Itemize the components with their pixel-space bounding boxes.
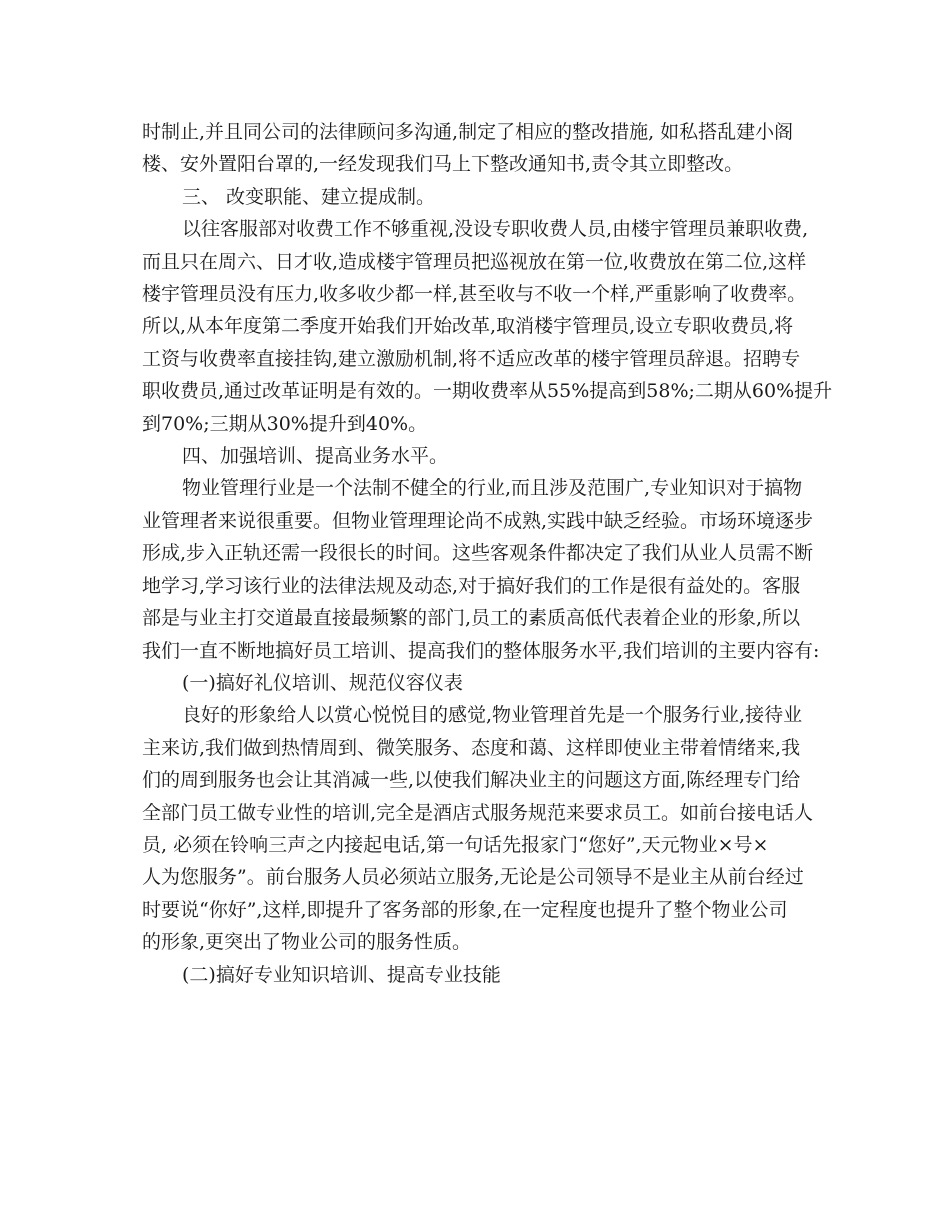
text-line: 楼宇管理员没有压力,收多收少都一样,甚至收与不收一个样,严重影响了收费率。 (142, 283, 807, 306)
text-line: 时要说“你好”,这样,即提升了客务部的形象,在一定程度也提升了整个物业公司 (142, 898, 788, 921)
text-line: 的形象,更突出了物业公司的服务性质。 (142, 931, 472, 954)
text-line: 物业管理行业是一个法制不健全的行业,而且涉及范围广,专业知识对于搞物 (182, 477, 803, 500)
text-line: 们的周到服务也会让其消减一些,以使我们解决业主的问题这方面,陈经理专门给 (142, 769, 801, 792)
text-line: 而且只在周六、日才收,造成楼宇管理员把巡视放在第一位,收费放在第二位,这样 (142, 250, 807, 273)
text-line: 我们一直不断地搞好员工培训、提高我们的整体服务水平,我们培训的主要内容有: (142, 639, 820, 662)
text-line: 业管理者来说很重要。但物业管理理论尚不成熟,实践中缺乏经验。市场环境逐步 (142, 509, 814, 532)
text-line: 时制止,并且同公司的法律顾问多沟通,制定了相应的整改措施, 如私搭乱建小阁 (142, 121, 794, 143)
text-line: 以往客服部对收费工作不够重视,没设专职收费人员,由楼宇管理员兼职收费, (182, 218, 809, 241)
text-line: 所以,从本年度第二季度开始我们开始改革,取消楼宇管理员,设立专职收费员,将 (142, 315, 794, 338)
subsection-heading-1: (一)搞好礼仪培训、规范仪容仪表 (182, 671, 463, 694)
section-heading-3: 三、 改变职能、建立提成制。 (182, 185, 436, 208)
text-line: 地学习,学习该行业的法律法规及动态,对于搞好我们的工作是很有益处的。客服 (142, 574, 801, 597)
text-line: 楼、安外置阳台罩的,一经发现我们马上下整改通知书,责令其立即整改。 (142, 153, 744, 176)
text-line: 形成,步入正轨还需一段很长的时间。这些客观条件都决定了我们从业人员需不断 (142, 542, 814, 565)
text-line: 职收费员,通过改革证明是有效的。一期收费率从55%提高到58%;二期从60%提升 (142, 380, 833, 403)
document-body (142, 116, 833, 991)
text-line: 良好的形象给人以赏心悦悦目的感觉,物业管理首先是一个服务行业,接待业 (182, 704, 803, 727)
subsection-heading-2: (二)搞好专业知识培训、提高专业技能 (182, 963, 501, 986)
section-heading-4: 四、加强培训、提高业务水平。 (182, 445, 449, 468)
text-line: 部是与业主打交道最直接最频繁的部门,员工的素质高低代表着企业的形象,所以 (142, 607, 801, 630)
text-line: 工资与收费率直接挂钩,建立激励机制,将不适应改革的楼宇管理员辞退。招聘专 (142, 347, 801, 370)
text-line: 人为您服务”。前台服务人员必须站立服务,无论是公司领导不是业主从前台经过 (142, 866, 804, 889)
text-line: 主来访,我们做到热情周到、微笑服务、态度和蔼、这样即使业主带着情绪来,我 (142, 736, 801, 759)
text-line: 到70%;三期从30%提升到40%。 (142, 412, 428, 435)
text-line: 员, 必须在铃响三声之内接起电话,第一句话先报家门“您好”,天元物业×号× (142, 833, 769, 856)
text-line: 全部门员工做专业性的培训,完全是酒店式服务规范来要求员工。如前台接电话人 (142, 801, 814, 824)
